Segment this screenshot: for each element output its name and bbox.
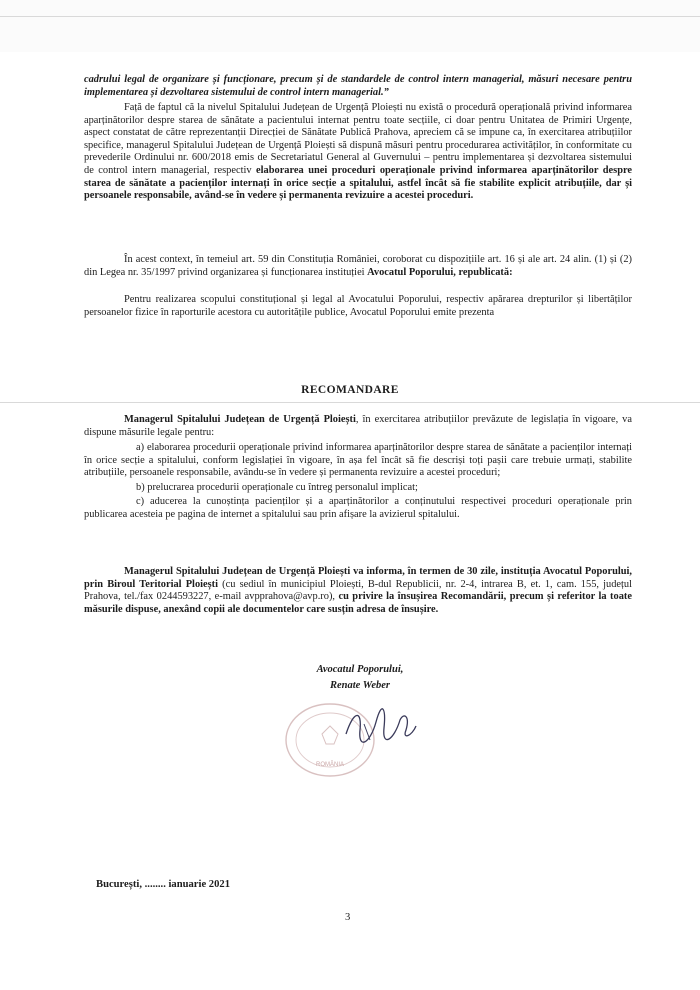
final-contact-text: (cu sediul în municipiul Ploiești, B-dul Republicii, nr. 2-4, intrarea B, et. 1, cam. 155, județul Prahova, tel./fax 0244593227, e-mail avpprahova@avp.ro), [84, 578, 632, 603]
signature-name: Renate Weber [330, 680, 390, 691]
measure-item-c: c) aducerea la cunoștința pacienților și a aparținătorilor a conținutului respectivei proceduri operaționale prin publicarea acesteia pe pagina de internet a spitalului sau prin afișare la avizierul spitalului. [84, 496, 632, 520]
legal-basis-bold-text: Avocatul Poporului, republicată: [367, 266, 513, 278]
context-paragraph [84, 102, 632, 203]
legal-basis-paragraph [84, 254, 632, 279]
signature-title: Avocatul Poporului, [316, 664, 404, 675]
scan-artifact-line [0, 16, 700, 17]
measure-item-a: a) elaborarea procedurii operaționale privind informarea aparținătorilor despre starea de sănătate a pacienților internați în orice secție a spitalului, conform legislației în vigoare, în așa fel încât să fie descriși toți pașii care trebuie urmați, stabilite atribuțiile, persoanele responsabile, avându-se în vedere și permanenta revizuire a acestei proceduri; [84, 442, 632, 479]
intro-paragraph [84, 74, 632, 99]
context-text: Față de faptul că la nivelul Spitalului Județean de Urgență Ploiești nu există o procedură operațională privind informarea aparținătorilor despre starea de sănătate a pacientului internat pentru toate secțiile, ci doar pentru Unitatea de Primiri Urgențe, aspect constatat de către reprezentanții Direcției de Sănătate Publică Prahova, apreciem că se impune ca, în exercitarea atribuțiilor specifice, managerul Spitalului Județean de Urgență Ploiești să dispună măsuri pentru procedurarea activităților, în conformitate cu prevederile Ordinului nr. 600/2018 emis de Secretariatul General al Guvernului – pentru implementarea și dezvoltarea sistemului de control intern managerial, respectiv [84, 102, 632, 176]
measures-list [84, 442, 632, 522]
context-bold-text: elaborarea unei proceduri operaționale privind informarea aparținătorilor despre starea de sănătate a pacienților internați în orice secție a spitalului, astfel încât să fie stabilite explicit atribuțiile, dar și persoanele responsabile, având-se în vedere și permanenta revizuire a acestei proceduri. [84, 164, 633, 202]
final-bold-text-end: cu privire la însușirea Recomandării, precum și referitor la toate măsurile dispuse, anexând copii ale documentelor care susțin adresa de însușire. [84, 591, 632, 615]
signature-block [260, 662, 460, 694]
stamp-text: ROMÂNIA [315, 762, 345, 768]
handwritten-signature-icon [340, 700, 420, 750]
quote-end-text: cadrului legal de organizare și funcționare, precum și de standardele de control intern managerial, măsuri necesare pentru implementarea și dezvoltarea sistemului de control intern managerial.” [84, 74, 632, 98]
final-bold-text: Managerul Spitalului Județean de Urgență Ploiești va informa, în termen de 30 zile, instituția Avocatul Poporului, prin Biroul Teritorial Ploiești [84, 566, 632, 590]
scan-top-band [0, 0, 700, 52]
scan-artifact-line [0, 402, 700, 403]
legal-basis-text: În acest context, în temeiul art. 59 din Constituția României, coroborat cu dispozițiile art. 16 și ale art. 24 alin. (1) și (2) din Legea nr. 35/1997 privind organizarea și funcționarea instituției [84, 254, 632, 278]
final-paragraph [84, 566, 632, 616]
recommendation-addressee: Managerul Spitalului Județean de Urgență Ploiești [124, 414, 356, 425]
recommendation-paragraph [84, 414, 632, 439]
purpose-text: Pentru realizarea scopului constituțional și legal al Avocatului Poporului, respectiv apărarea drepturilor și libertăților persoanelor fizice în raporturile acestora cu autoritățile publice, Avocatul Poporului emite prezenta [84, 294, 632, 318]
page-number: 3 [345, 912, 351, 923]
place-and-date: București, ........ ianuarie 2021 [96, 879, 230, 890]
recommendation-text: , în exercitarea atribuțiilor prevăzute de legislația în vigoare, va dispune măsurile legale pentru: [84, 414, 632, 438]
purpose-paragraph [84, 294, 632, 319]
recommendation-heading: RECOMANDARE [301, 384, 399, 396]
measure-item-b: b) prelucrarea procedurii operaționale cu întreg personalul implicat; [136, 481, 418, 493]
